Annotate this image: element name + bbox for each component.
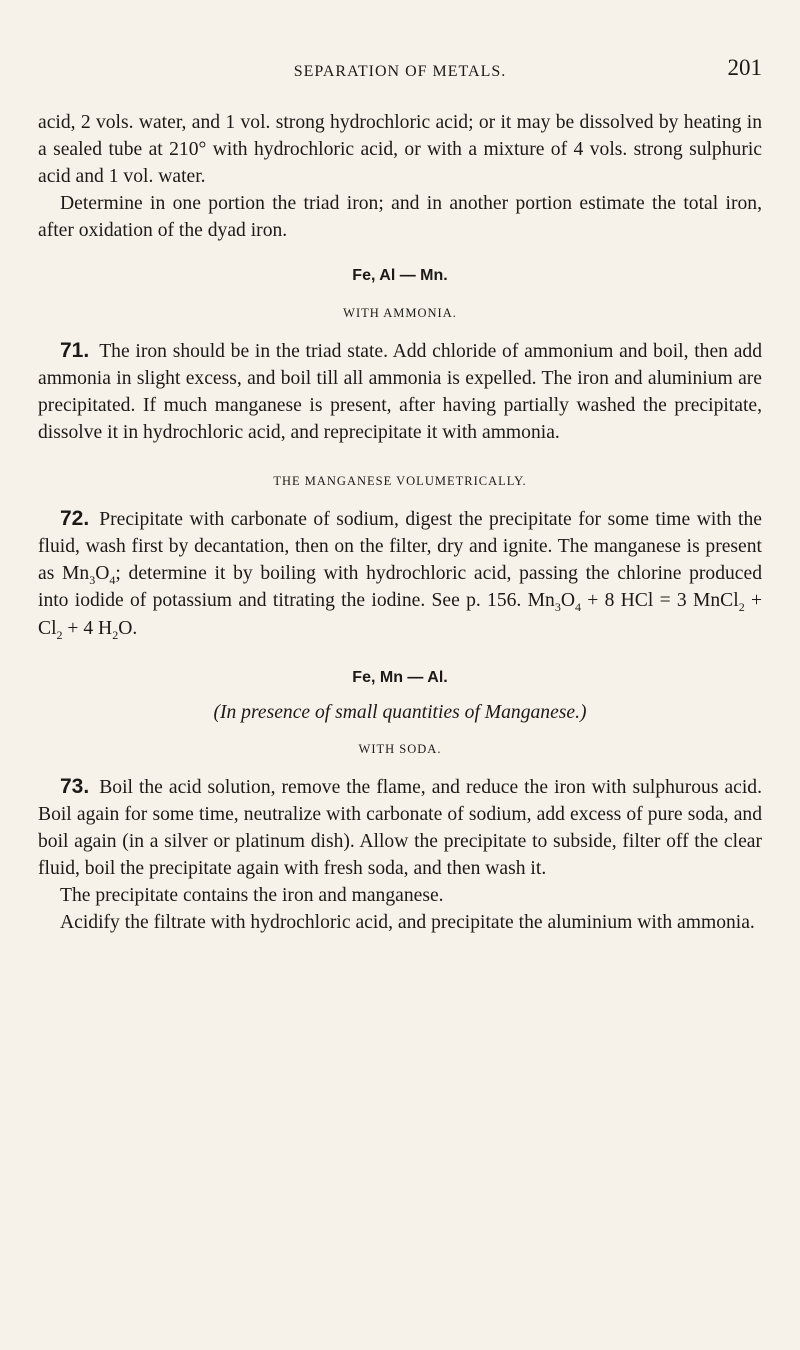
section-subtitle: (In presence of small quantities of Manganese.) bbox=[213, 701, 587, 723]
paragraph-73 bbox=[38, 773, 762, 882]
page-header bbox=[38, 55, 762, 85]
paragraph-text: The iron should be in the triad state. Add chloride of ammonium and boil, then add ammonia in slight excess, and boil till all ammonia is expelled. The iron and aluminium are precipitated. If much manganese is present, after having partially washed the precipitate, dissolve it in hydrochloric acid, and reprecipitate it with ammonia. bbox=[38, 340, 762, 443]
subscript: 2 bbox=[112, 627, 119, 642]
paragraph-text: ; determine it by boiling with hydrochloric acid, passing the chlorine produced into iodide of potassium and titrating the iodine. See p. 156. Mn bbox=[38, 563, 762, 612]
paragraph-72: 72. Precipitate with carbonate of sodium, digest the precipitate for some time with the fluid, wash first by decantation, then on the filter, dry and ignite. The manganese is present as $Mn_3O_4$; determine it by boiling with hydrochloric acid, passing the chlorine produced into iodide of potassium and titrating the iodine. See p. 156. $Mn_3O_4 + 8$ HCl = 3 MnCl$_2$ + $Cl_2 + 4$ $H_2O$. bbox=[38, 507, 763, 642]
paragraph-number: 72. bbox=[60, 507, 90, 531]
paragraph-text: + 8 HCl = 3 MnCl bbox=[580, 590, 739, 612]
paragraph-text: Boil the acid solution, remove the flame, and reduce the iron with sulphurous acid. Boil again for some time, neutralize with carbonate of sodium, add excess of pure soda, and boil again (in a silver or platinum dish). Allow the precipitate to subside, filter off the clear fluid, boil the precipitate again with fresh soda, and then wash it. bbox=[38, 776, 762, 880]
intro-paragraph-2: Determine in one portion the triad iron; and in another portion estimate the total iron, after oxidation of the dyad iron. bbox=[38, 193, 762, 242]
paragraph-number: 71. bbox=[60, 338, 90, 362]
section-subheading-soda: WITH SODA. bbox=[358, 741, 442, 756]
section-subheading-manganese: THE MANGANESE VOLUMETRICALLY. bbox=[273, 474, 527, 489]
subscript: 3 bbox=[554, 600, 561, 615]
paragraph-text: + Cl bbox=[38, 590, 763, 639]
page-body bbox=[38, 109, 762, 936]
section-heading-fe-al-mn: Fe, Al — Mn. bbox=[352, 267, 448, 285]
paragraph-73-c: Acidify the filtrate with hydrochloric acid, and precipitate the aluminium with ammonia. bbox=[60, 912, 755, 934]
section-heading-fe-mn-al: Fe, Mn — Al. bbox=[352, 668, 448, 686]
paragraph-71 bbox=[38, 337, 762, 446]
subscript: 3 bbox=[89, 573, 96, 588]
subscript: 4 bbox=[574, 600, 581, 615]
subscript: 2 bbox=[738, 600, 745, 615]
intro-paragraph: acid, 2 vols. water, and 1 vol. strong hydrochloric acid; or it may be dissolved by heating in a sealed tube at 210° with hydrochloric acid, or with a mixture of 4 vols. strong sulphuric acid and 1 vol. water. bbox=[38, 112, 762, 188]
paragraph-text: O. bbox=[118, 617, 138, 639]
paragraph-73-b: The precipitate contains the iron and manganese. bbox=[60, 885, 444, 907]
page-number: 201 bbox=[727, 55, 762, 80]
paragraph-text: Precipitate with carbonate of sodium, digest the precipitate for some time with the fluid, wash first by decantation, then on the filter, dry and ignite. The manganese is present as Mn bbox=[38, 509, 762, 585]
section-subheading-ammonia: WITH AMMONIA. bbox=[343, 305, 457, 320]
paragraph-text: + 4 H bbox=[62, 617, 113, 639]
running-title: SEPARATION OF METALS. bbox=[293, 63, 507, 80]
paragraph-number: 73. bbox=[60, 774, 90, 798]
subscript: 2 bbox=[56, 627, 63, 642]
subscript: 4 bbox=[109, 573, 116, 588]
